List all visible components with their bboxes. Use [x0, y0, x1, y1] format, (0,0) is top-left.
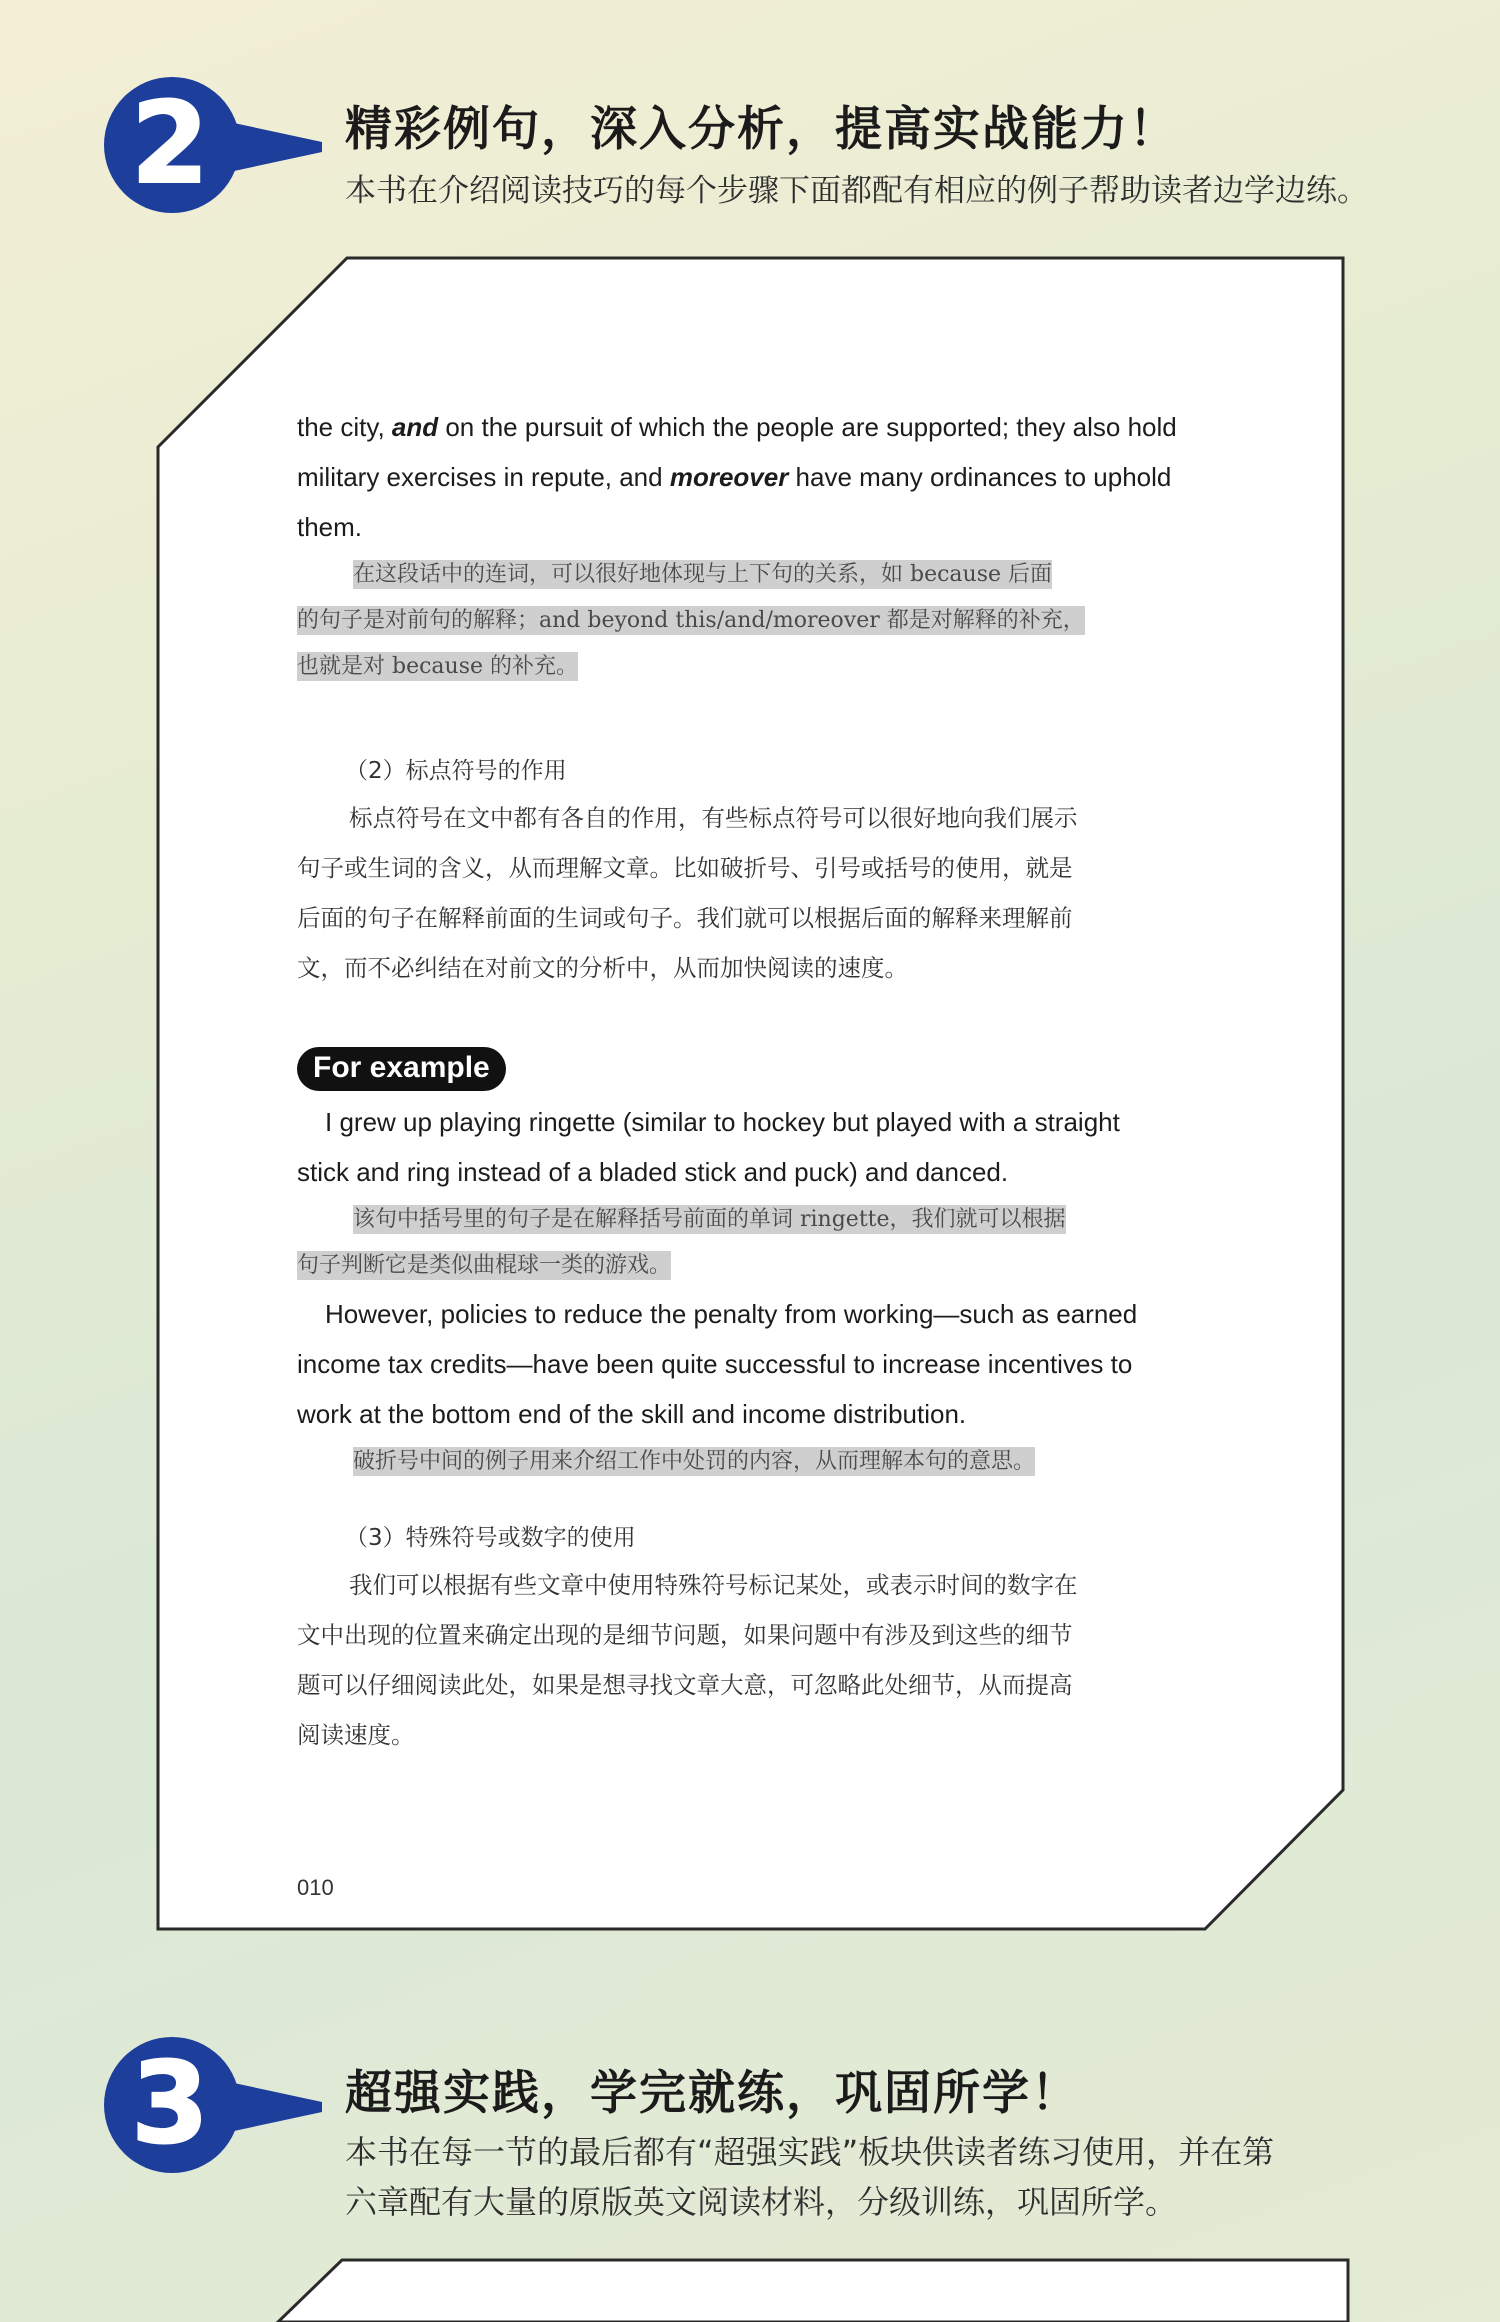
next-page-frame [270, 2258, 1350, 2322]
section-2-description: 本书在介绍阅读技巧的每个步骤下面都配有相应的例子帮助读者边学边练。 [345, 173, 1368, 209]
para1-line: the city, and on the pursuit of which the people are supported; they also hold [297, 412, 1177, 442]
cn3-line: 题可以仔细阅读此处，如果是想寻找文章大意，可忽略此处细节，从而提高 [297, 1671, 1073, 1699]
cn2-line: 后面的句子在解释前面的生词或句子。我们就可以根据后面的解释来理解前 [297, 904, 1073, 932]
section-3-desc-line: 本书在每一节的最后都有“超强实践”板块供读者练习使用，并在第 [345, 2133, 1275, 2171]
section-3-desc-line: 六章配有大量的原版英文阅读材料，分级训练，巩固所学。 [345, 2183, 1178, 2221]
note2-line: 句子判断它是类似曲棍球一类的游戏。 [297, 1253, 672, 1278]
para1-line: them. [297, 512, 363, 542]
section-2-number: 2 [131, 79, 209, 209]
note1-line: 在这段话中的连词，可以很好地体现与上下句的关系，如 because 后面 [353, 562, 1053, 587]
cn2-line: 标点符号在文中都有各自的作用，有些标点符号可以很好地向我们展示 [349, 804, 1078, 832]
cn3-line: 我们可以根据有些文章中使用特殊符号标记某处，或表示时间的数字在 [349, 1571, 1078, 1599]
page-number: 010 [297, 1875, 334, 1900]
heading-3: （3）特殊符号或数字的使用 [345, 1525, 636, 1551]
note1-line: 也就是对 because 的补充。 [297, 654, 579, 679]
note-3 [297, 1439, 1183, 1485]
note-1 [297, 552, 1183, 690]
note1-line: 的句子是对前句的解释；and beyond this/and/moreover 都是对解释的补充， [297, 608, 1085, 633]
cn3-line: 阅读速度。 [297, 1721, 415, 1749]
cn2-line: 文，而不必纠结在对前文的分析中，从而加快阅读的速度。 [297, 954, 908, 982]
ex2-line: work at the bottom end of the skill and income distribution. [297, 1399, 967, 1429]
section-3-number: 3 [131, 2039, 209, 2169]
for-example-label: For example [297, 1047, 506, 1091]
cn-paragraph-3 [297, 1560, 1183, 1760]
note2-line: 该句中括号里的句子是在解释括号前面的单词 ringette，我们就可以根据 [353, 1207, 1066, 1232]
note3-line: 破折号中间的例子用来介绍工作中处罚的内容，从而理解本句的意思。 [353, 1449, 1036, 1474]
heading-2: （2）标点符号的作用 [345, 758, 567, 784]
ex1-line: I grew up playing ringette (similar to hockey but played with a straight [325, 1107, 1120, 1137]
example-2 [297, 1289, 1183, 1439]
example-1 [297, 1097, 1183, 1197]
note-2 [297, 1197, 1183, 1289]
cn-paragraph-2 [297, 793, 1183, 993]
ex2-line: However, policies to reduce the penalty from working—such as earned [325, 1299, 1138, 1329]
section-3-title: 超强实践，学完就练，巩固所学！ [345, 2066, 1080, 2121]
section-2-title: 精彩例句，深入分析，提高实战能力！ [345, 102, 1178, 157]
para1-line: military exercises in repute, and moreover have many ordinances to uphold [297, 462, 1172, 492]
section-2-badge [100, 70, 325, 220]
cn2-line: 句子或生词的含义，从而理解文章。比如破折号、引号或括号的使用，就是 [297, 854, 1073, 882]
ex2-line: income tax credits—have been quite successful to increase incentives to [297, 1349, 1133, 1379]
section-3-badge [100, 2030, 325, 2180]
ex1-line: stick and ring instead of a bladed stick and puck) and danced. [297, 1157, 1009, 1187]
book-page-content [297, 402, 1183, 1760]
paragraph-1 [297, 402, 1183, 552]
cn3-line: 文中出现的位置来确定出现的是细节问题，如果问题中有涉及到这些的细节 [297, 1621, 1073, 1649]
